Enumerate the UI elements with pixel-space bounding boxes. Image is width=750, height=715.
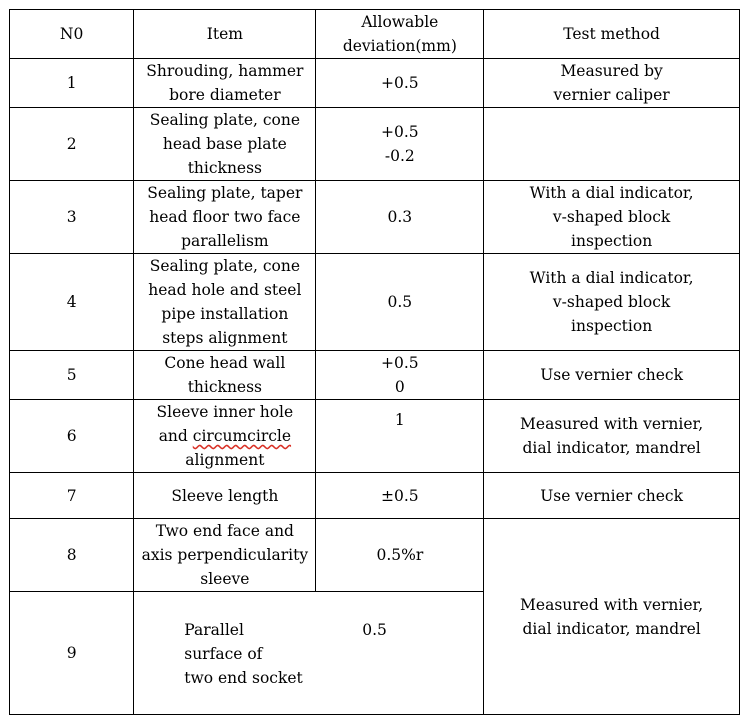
row-deviation: 0.5 [362, 621, 387, 639]
row-number: 9 [10, 592, 134, 715]
row-number: 5 [10, 351, 134, 400]
row-deviation: +0.5 [316, 59, 484, 108]
tolerance-table [9, 9, 740, 715]
row-test-method: With a dial indicator, v-shaped block inspection [484, 254, 740, 351]
table-row [10, 519, 740, 592]
row-item: Sealing plate, taper head floor two face parallelism [134, 181, 316, 254]
row-test-method: Measured with vernier, dial indicator, mandrel [484, 519, 740, 715]
row-item: Sleeve length [134, 473, 316, 519]
row-test-method: Use vernier check [484, 473, 740, 519]
row-number: 1 [10, 59, 134, 108]
table-row [10, 108, 740, 181]
row-test-method: Measured by vernier caliper [484, 59, 740, 108]
row-number: 4 [10, 254, 134, 351]
row-item-part: Sleeve inner hole and [156, 403, 294, 445]
row-test-method: With a dial indicator, v-shaped block inspection [484, 181, 740, 254]
row-deviation: +0.5 0 [316, 351, 484, 400]
row-deviation: 1 [316, 400, 484, 473]
row-test-method: Measured with vernier, dial indicator, mandrel [484, 400, 740, 473]
row-deviation: 0.5%r [316, 519, 484, 592]
row-item: Sealing plate, cone head hole and steel pipe installation steps alignment [134, 254, 316, 351]
table-row [10, 59, 740, 108]
row-deviation: ±0.5 [316, 473, 484, 519]
row-deviation: +0.5 -0.2 [316, 108, 484, 181]
header-row [10, 10, 740, 59]
row-item: Shrouding, hammer bore diameter [134, 59, 316, 108]
row-item-merged [134, 592, 484, 715]
row-number: 2 [10, 108, 134, 181]
row-deviation: 0.3 [316, 181, 484, 254]
row-item: Two end face and axis perpendicularity sleeve [134, 519, 316, 592]
row-item: Cone head wall thickness [134, 351, 316, 400]
row-deviation: 0.5 [316, 254, 484, 351]
row-number: 8 [10, 519, 134, 592]
row-item-part: alignment [185, 451, 265, 469]
table-row [10, 254, 740, 351]
header-test-method: Test method [484, 10, 740, 59]
row-number: 6 [10, 400, 134, 473]
row-number: 7 [10, 473, 134, 519]
row-item: Sealing plate, cone head base plate thickness [134, 108, 316, 181]
row-test-method: Use vernier check [484, 351, 740, 400]
row-item [134, 400, 316, 473]
row-number: 3 [10, 181, 134, 254]
header-no: N0 [10, 10, 134, 59]
table-row [10, 351, 740, 400]
table-row [10, 181, 740, 254]
table-row [10, 400, 740, 473]
header-item: Item [134, 10, 316, 59]
spellcheck-word: circumcircle [192, 427, 292, 445]
table-row [10, 473, 740, 519]
header-deviation: Allowable deviation(mm) [316, 10, 484, 59]
row-test-method [484, 108, 740, 181]
row-item: Parallel surface of two end socket [184, 621, 303, 687]
